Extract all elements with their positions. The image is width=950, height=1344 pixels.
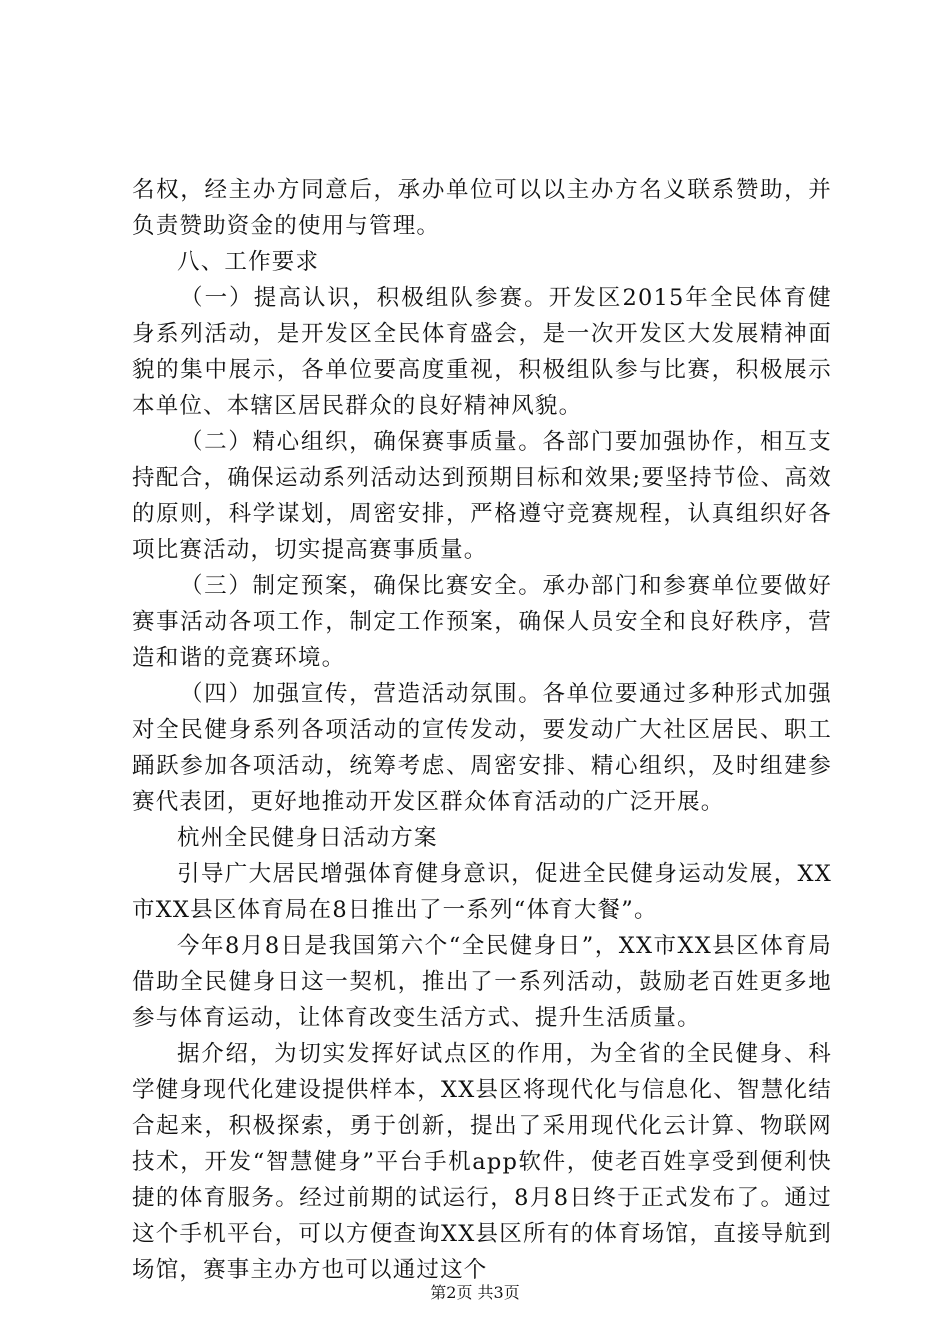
page-footer: 第2页 共3页 (430, 1283, 520, 1302)
paragraph-intro: 引导广大居民增强体育健身意识，促进全民健身运动发展，XX市XX县区体育局在8日推出了一系列“体育大餐”。 (132, 861, 832, 923)
paragraph-fitness-day: 今年8月8日是我国第六个“全民健身日”，XX市XX县区体育局借助全民健身日这一契机，推出了一系列活动，鼓励老百姓更多地参与体育运动，让体育改变生活方式、提升生活质量。 (132, 933, 832, 1031)
paragraph-requirement-1: （一）提高认识，积极组队参赛。开发区2015年全民体育健身系列活动，是开发区全民体育盛会，是一次开发区大发展精神面貌的集中展示，各单位要高度重视，积极组队参与比赛，积极展示本单位、本辖区居民群众的良好精神风貌。 (132, 285, 832, 419)
section-heading-work-requirements: 八、工作要求 (177, 249, 320, 275)
paragraph-requirement-4: （四）加强宣传，营造活动氛围。各单位要通过多种形式加强对全民健身系列各项活动的宣传发动，要发动广大社区居民、职工踊跃参加各项活动，统筹考虑、周密安排、精心组织，及时组建参赛代表团，更好地推动开发区群众体育活动的广泛开展。 (132, 681, 832, 815)
paragraph-continuation: 名权，经主办方同意后，承办单位可以以主办方名义联系赞助，并负责赞助资金的使用与管理。 (132, 177, 832, 239)
paragraph-requirement-2: （二）精心组织，确保赛事质量。各部门要加强协作，相互支持配合，确保运动系列活动达到预期目标和效果;要坚持节俭、高效的原则，科学谋划，周密安排，严格遵守竞赛规程，认真组织好各项比赛活动，切实提高赛事质量。 (132, 429, 832, 563)
paragraph-requirement-3: （三）制定预案，确保比赛安全。承办部门和参赛单位要做好赛事活动各项工作，制定工作预案，确保人员安全和良好秩序，营造和谐的竞赛环境。 (132, 573, 832, 671)
document-body (132, 172, 832, 1288)
document-title-hangzhou-fitness-day: 杭州全民健身日活动方案 (177, 825, 438, 851)
paragraph-smart-fitness: 据介绍，为切实发挥好试点区的作用，为全省的全民健身、科学健身现代化建设提供样本，XX县区将现代化与信息化、智慧化结合起来，积极探索，勇于创新，提出了采用现代化云计算、物联网技术，开发“智慧健身”平台手机app软件，使老百姓享受到便利快捷的体育服务。经过前期的试运行，8月8日终于正式发布了。通过这个手机平台，可以方便查询XX县区所有的体育场馆，直接导航到场馆，赛事主办方也可以通过这个 (132, 1041, 832, 1283)
